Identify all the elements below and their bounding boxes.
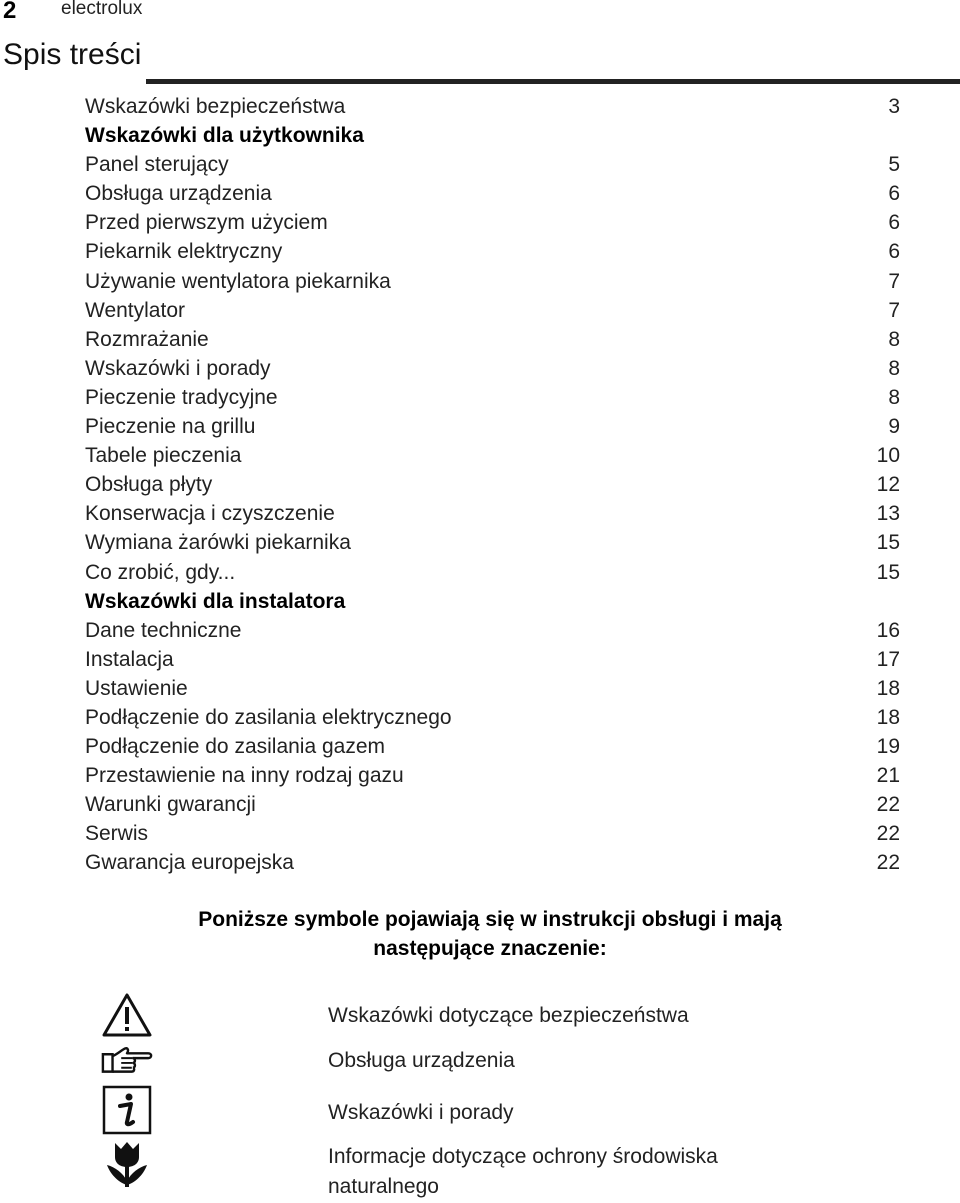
toc-entry (85, 383, 900, 412)
toc-section-heading (85, 121, 900, 150)
toc-entry-label: Wentylator (85, 298, 185, 322)
toc-entry-page: 6 (888, 182, 900, 206)
toc-entry (85, 325, 900, 354)
toc-entry-page: 9 (888, 415, 900, 439)
toc-entry (85, 179, 900, 208)
toc-entry-label: Tabele pieczenia (85, 444, 242, 468)
toc-entry-label: Warunki gwarancji (85, 793, 256, 817)
toc-entry-page: 22 (876, 793, 900, 817)
toc-entry-label: Używanie wentylatora piekarnika (85, 269, 391, 293)
toc-entry (85, 470, 900, 499)
toc-entry-page: 8 (888, 356, 900, 380)
toc-entry (85, 208, 900, 237)
toc-section-heading (85, 587, 900, 616)
toc-entry (85, 616, 900, 645)
toc-entry-page: 19 (876, 735, 900, 759)
toc-entry-label: Gwarancja europejska (85, 851, 294, 875)
table-of-contents (85, 92, 900, 878)
page-number: 2 (3, 0, 17, 24)
title-rule (146, 79, 960, 84)
toc-entry-label: Podłączenie do zasilania elektrycznego (85, 705, 452, 729)
toc-entry (85, 150, 900, 179)
toc-entry-label: Ustawienie (85, 676, 188, 700)
toc-entry-label: Panel sterujący (85, 153, 229, 177)
symbol-text-environment-line2: naturalnego (328, 1175, 439, 1198)
toc-entry (85, 296, 900, 325)
symbol-text-operation: Obsługa urządzenia (328, 1049, 515, 1072)
toc-entry-label: Przestawienie na inny rodzaj gazu (85, 764, 404, 788)
toc-entry-label: Wymiana żarówki piekarnika (85, 531, 351, 555)
toc-entry-page: 21 (876, 764, 900, 788)
toc-entry (85, 267, 900, 296)
toc-entry (85, 441, 900, 470)
toc-entry-label: Rozmrażanie (85, 327, 209, 351)
toc-entry-page: 22 (876, 851, 900, 875)
toc-entry (85, 761, 900, 790)
toc-entry-page: 6 (888, 211, 900, 235)
page-title: Spis treści (3, 38, 142, 71)
toc-entry-page: 6 (888, 240, 900, 264)
toc-entry-page: 13 (876, 502, 900, 526)
symbols-heading (140, 905, 840, 963)
toc-entry-label: Podłączenie do zasilania gazem (85, 735, 386, 759)
toc-entry-label: Pieczenie na grillu (85, 415, 256, 439)
toc-entry-label: Co zrobić, gdy... (85, 560, 236, 584)
pointing-hand-icon (100, 1044, 154, 1078)
toc-entry-page: 3 (888, 95, 900, 118)
toc-entry-page: 15 (876, 560, 900, 584)
toc-entry (85, 674, 900, 703)
toc-entry-label: Wskazówki dla użytkownika (85, 124, 364, 148)
toc-entry (85, 732, 900, 761)
toc-entry-page: 12 (876, 473, 900, 497)
toc-entry-label: Pieczenie tradycyjne (85, 385, 278, 409)
toc-entry-page: 8 (888, 385, 900, 409)
symbols-heading-line2: następujące znaczenie: (373, 937, 607, 960)
toc-entry-label: Dane techniczne (85, 618, 242, 642)
symbol-text-safety: Wskazówki dotyczące bezpieczeństwa (328, 1004, 689, 1027)
toc-entry-label: Piekarnik elektryczny (85, 240, 283, 264)
toc-entry (85, 558, 900, 587)
symbol-text-environment (328, 1142, 718, 1202)
toc-entry-page: 15 (876, 531, 900, 555)
toc-entry-page: 16 (876, 618, 900, 642)
toc-entry (85, 703, 900, 732)
toc-entry-label: Instalacja (85, 647, 174, 671)
toc-entry (85, 645, 900, 674)
toc-entry (85, 354, 900, 383)
toc-entry (85, 819, 900, 848)
info-icon (100, 1085, 154, 1135)
toc-entry (85, 499, 900, 528)
toc-entry-page: 7 (888, 269, 900, 293)
toc-entry-page: 22 (876, 822, 900, 846)
toc-entry-page: 18 (876, 705, 900, 729)
toc-entry-page: 10 (876, 444, 900, 468)
warning-triangle-icon (100, 992, 154, 1038)
toc-entry (85, 848, 900, 877)
symbol-text-tips: Wskazówki i porady (328, 1101, 514, 1124)
toc-entry (85, 528, 900, 557)
toc-entry (85, 790, 900, 819)
toc-entry-label: Obsługa płyty (85, 473, 213, 497)
toc-entry (85, 237, 900, 266)
toc-entry-page: 17 (876, 647, 900, 671)
symbols-heading-line1: Poniższe symbole pojawiają się w instrukcji obsługi i mają (198, 908, 782, 931)
toc-entry-label: Wskazówki bezpieczeństwa (85, 95, 346, 118)
toc-entry (85, 92, 900, 121)
toc-entry-page: 5 (888, 153, 900, 177)
toc-entry-label: Serwis (85, 822, 149, 846)
toc-entry-page: 8 (888, 327, 900, 351)
toc-entry-page: 18 (876, 676, 900, 700)
page-header (0, 0, 960, 24)
toc-entry (85, 412, 900, 441)
toc-entry-label: Wskazówki dla instalatora (85, 589, 346, 613)
symbol-text-environment-line1: Informacje dotyczące ochrony środowiska (328, 1145, 718, 1168)
toc-entry-label: Obsługa urządzenia (85, 182, 272, 206)
tulip-flower-icon (100, 1139, 154, 1189)
toc-entry-label: Przed pierwszym użyciem (85, 211, 328, 235)
toc-entry-label: Wskazówki i porady (85, 356, 271, 380)
toc-entry-page: 7 (888, 298, 900, 322)
toc-entry-label: Konserwacja i czyszczenie (85, 502, 335, 526)
brand-name: electrolux (61, 0, 143, 19)
